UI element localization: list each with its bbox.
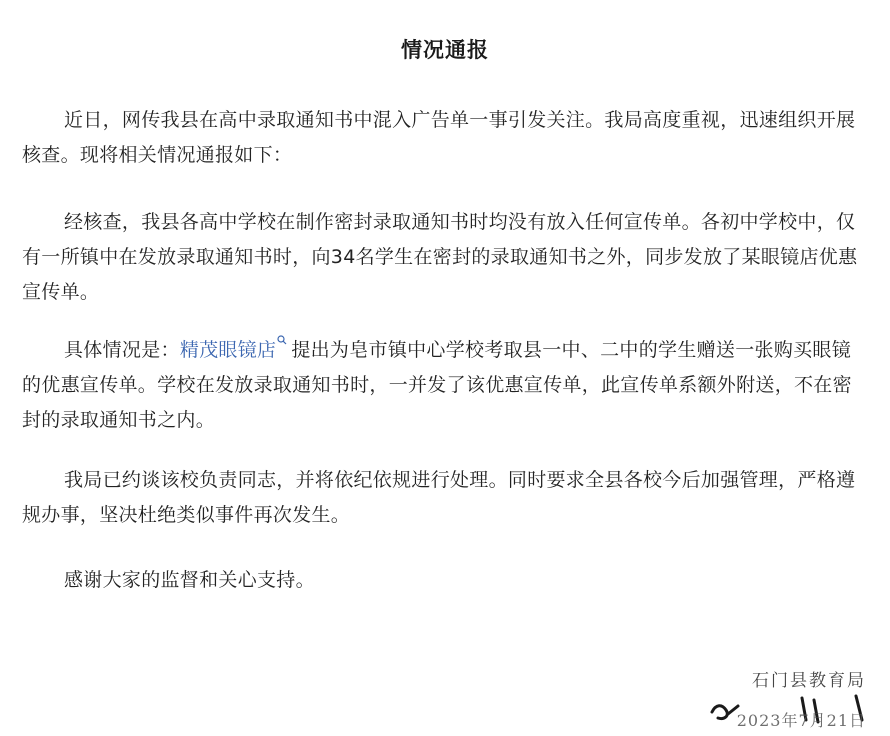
paragraph-details-rest: 提出为皂市镇中心学校考取县一中、二中的学生赠送一张购买眼镜的优惠宣传单。学校在发放录取通知书时，一并发了该优惠宣传单，此宣传单系额外附送，不在密封的录取通知书之内。 — [22, 339, 852, 431]
issuing-organization: 石门县教育局 — [752, 671, 866, 691]
page-title: 情况通报 — [401, 38, 489, 62]
shop-link[interactable]: 精茂眼镜店 — [179, 339, 277, 361]
issue-date: 2023年7月21日 — [736, 711, 866, 730]
paragraph-findings: 经核查，我县各高中学校在制作密封录取通知书时均没有放入任何宣传单。各初中学校中，仅有一所镇中在发放录取通知书时，向34名学生在密封的录取通知书之外，同步发放了某眼镜店优惠宣传单。 — [22, 211, 858, 303]
paragraph-actions: 我局已约谈该校负责同志，并将依纪依规进行处理。同时要求全县各校今后加强管理，严格遵规办事，坚决杜绝类似事件再次发生。 — [22, 469, 856, 526]
paragraph-details-lead: 具体情况是： — [64, 339, 180, 361]
paragraph-details — [22, 333, 870, 438]
paragraph-intro: 近日，网传我县在高中录取通知书中混入广告单一事引发关注。我局高度重视，迅速组织开展核查。现将相关情况通报如下： — [22, 109, 856, 166]
search-icon[interactable] — [277, 333, 289, 347]
paragraph-thanks: 感谢大家的监督和关心支持。 — [64, 569, 315, 591]
